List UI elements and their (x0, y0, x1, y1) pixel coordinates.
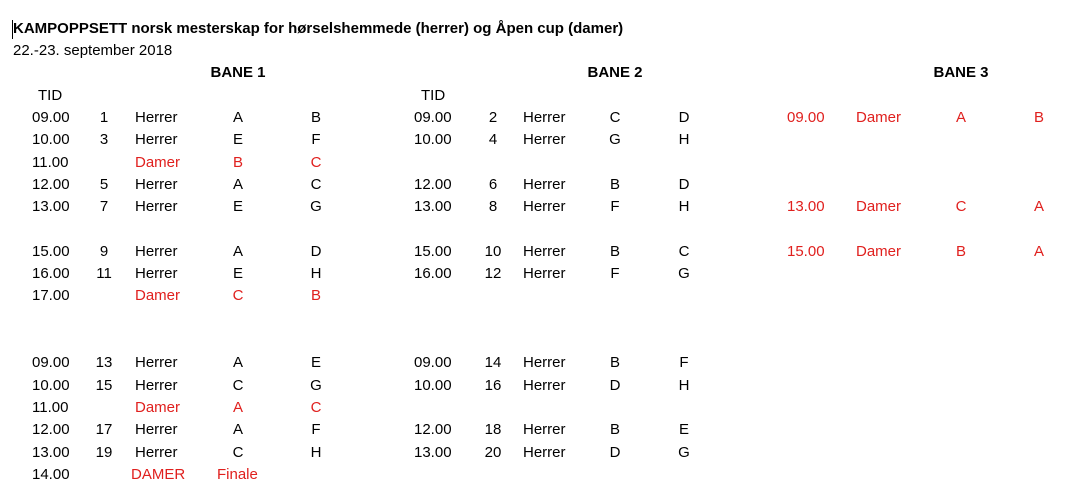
bane1-match-no: 17 (95, 421, 113, 439)
tid-header-bane2: TID (421, 87, 446, 104)
bane2-team-b: F (679, 354, 689, 372)
bane1-time: 13.00 (32, 198, 70, 216)
bane2-time: 10.00 (414, 131, 452, 149)
bane2-time: 09.00 (414, 109, 452, 126)
bane1-team-a: E (232, 131, 244, 149)
bane1-time: 14.00 (32, 465, 70, 483)
bane1-class: Herrer (135, 421, 178, 439)
bane1-team-b: F (311, 131, 321, 149)
bane2-match-no: 20 (484, 443, 502, 461)
bane2-team-b: H (678, 376, 690, 394)
bane1-time: 10.00 (32, 131, 70, 149)
bane1-match-no: 1 (99, 109, 109, 126)
bane1-match-no: 7 (99, 198, 109, 216)
bane1-class: Herrer (135, 376, 178, 394)
bane1-class: DAMER (131, 465, 186, 483)
bane1-team-b: H (310, 265, 322, 283)
bane1-match-no: 5 (99, 175, 109, 193)
bane3-class: Damer (856, 109, 902, 126)
bane1-team-b: B (310, 287, 322, 305)
bane2-team-a: B (609, 175, 621, 193)
bane2-team-b: G (678, 443, 690, 461)
bane2-team-a: C (609, 109, 621, 126)
page-title: KAMPOPPSETT norsk mesterskap for hørselshemmede (herrer) og Åpen cup (damer) (13, 20, 624, 37)
bane1-team-a: B (232, 153, 244, 171)
bane2-team-b: G (678, 265, 690, 283)
bane1-team-b: G (310, 376, 322, 394)
bane2-team-a: D (609, 443, 621, 461)
bane3-header: BANE 3 (933, 64, 989, 81)
bane2-class: Herrer (523, 131, 566, 149)
bane2-time: 13.00 (414, 198, 452, 216)
bane2-time: 15.00 (414, 242, 452, 260)
bane2-class: Herrer (523, 198, 566, 216)
bane1-team-a: A (232, 398, 244, 416)
bane2-team-b: D (678, 175, 690, 193)
bane1-match-no: 11 (96, 265, 112, 283)
bane3-time: 09.00 (787, 109, 825, 126)
bane2-class: Herrer (523, 175, 566, 193)
bane2-class: Herrer (523, 109, 566, 126)
bane1-class: Damer (135, 153, 181, 171)
bane1-team-a: E (232, 198, 244, 216)
bane3-team-b: A (1033, 198, 1045, 216)
bane1-team-a: C (232, 443, 244, 461)
bane2-match-no: 10 (484, 242, 502, 260)
bane2-match-no: 18 (484, 421, 502, 439)
bane1-time: 16.00 (32, 265, 70, 283)
bane1-team-b: C (310, 398, 322, 416)
bane1-time: 13.00 (32, 443, 70, 461)
bane3-team-a: A (955, 109, 967, 126)
bane1-class: Herrer (135, 354, 178, 372)
bane2-team-b: D (678, 109, 690, 126)
bane1-time: 12.00 (32, 421, 70, 439)
bane2-match-no: 2 (488, 109, 498, 126)
bane2-time: 09.00 (414, 354, 452, 372)
bane3-class: Damer (856, 198, 902, 216)
bane2-time: 16.00 (414, 265, 452, 283)
bane2-team-b: C (678, 242, 690, 260)
bane1-class: Herrer (135, 242, 178, 260)
bane2-team-a: B (609, 242, 621, 260)
bane1-team-b: F (311, 421, 321, 439)
bane1-team-b: E (310, 354, 322, 372)
bane1-team-b: B (310, 109, 322, 126)
bane1-match-no: 3 (99, 131, 109, 149)
bane1-team-a: A (232, 354, 244, 372)
bane1-team-a: Finale (217, 465, 258, 483)
bane2-class: Herrer (523, 376, 566, 394)
bane3-time: 13.00 (787, 198, 825, 216)
bane2-team-b: H (678, 131, 690, 149)
bane2-team-a: G (609, 131, 621, 149)
bane2-class: Herrer (523, 421, 566, 439)
bane1-class: Damer (135, 398, 181, 416)
bane2-match-no: 12 (484, 265, 502, 283)
bane2-class: Herrer (523, 354, 566, 372)
bane1-time: 12.00 (32, 175, 70, 193)
bane2-match-no: 8 (488, 198, 498, 216)
bane1-team-a: A (232, 421, 244, 439)
tid-header-bane1: TID (38, 87, 63, 104)
bane2-team-b: E (678, 421, 690, 439)
bane1-time: 10.00 (32, 376, 70, 394)
bane1-class: Herrer (135, 265, 178, 283)
bane3-class: Damer (856, 242, 902, 260)
bane2-team-a: F (610, 265, 620, 283)
bane1-team-a: C (232, 376, 244, 394)
bane1-team-b: G (310, 198, 322, 216)
bane2-match-no: 14 (484, 354, 502, 372)
bane1-time: 11.00 (32, 398, 69, 416)
bane2-time: 12.00 (414, 175, 452, 193)
bane1-class: Damer (135, 287, 181, 305)
bane1-team-a: A (232, 242, 244, 260)
bane2-team-b: H (678, 198, 690, 216)
bane1-match-no: 9 (99, 242, 109, 260)
bane2-match-no: 6 (488, 175, 498, 193)
bane2-class: Herrer (523, 265, 566, 283)
bane1-time: 17.00 (32, 287, 70, 305)
bane2-team-a: B (609, 421, 621, 439)
bane1-time: 09.00 (32, 109, 70, 126)
bane3-team-a: B (955, 242, 967, 260)
bane2-time: 10.00 (414, 376, 452, 394)
bane1-team-b: C (310, 153, 322, 171)
bane2-team-a: F (610, 198, 620, 216)
bane1-team-a: A (232, 175, 244, 193)
event-date: 22.-23. september 2018 (13, 42, 173, 59)
bane1-header: BANE 1 (210, 64, 266, 81)
bane2-time: 12.00 (414, 421, 452, 439)
bane1-class: Herrer (135, 175, 178, 193)
bane3-time: 15.00 (787, 242, 825, 260)
bane3-team-b: A (1033, 242, 1045, 260)
bane2-match-no: 16 (484, 376, 502, 394)
bane1-match-no: 15 (95, 376, 113, 394)
bane1-class: Herrer (135, 131, 178, 149)
bane1-team-b: H (310, 443, 322, 461)
bane2-match-no: 4 (488, 131, 498, 149)
bane2-class: Herrer (523, 242, 566, 260)
bane1-team-b: D (310, 242, 322, 260)
bane2-time: 13.00 (414, 443, 452, 461)
bane1-match-no: 13 (95, 354, 113, 372)
bane1-time: 11.00 (32, 153, 69, 171)
bane1-team-b: C (310, 175, 322, 193)
bane2-team-a: B (609, 354, 621, 372)
bane1-class: Herrer (135, 109, 178, 126)
bane1-team-a: C (232, 287, 244, 305)
bane1-time: 15.00 (32, 242, 70, 260)
bane1-class: Herrer (135, 443, 178, 461)
bane3-team-a: C (955, 198, 967, 216)
bane2-team-a: D (609, 376, 621, 394)
bane1-team-a: E (232, 265, 244, 283)
bane1-class: Herrer (135, 198, 178, 216)
bane2-class: Herrer (523, 443, 566, 461)
bane1-team-a: A (232, 109, 244, 126)
bane2-header: BANE 2 (587, 64, 643, 81)
bane1-time: 09.00 (32, 354, 70, 372)
bane3-team-b: B (1033, 109, 1045, 126)
bane1-match-no: 19 (95, 443, 113, 461)
